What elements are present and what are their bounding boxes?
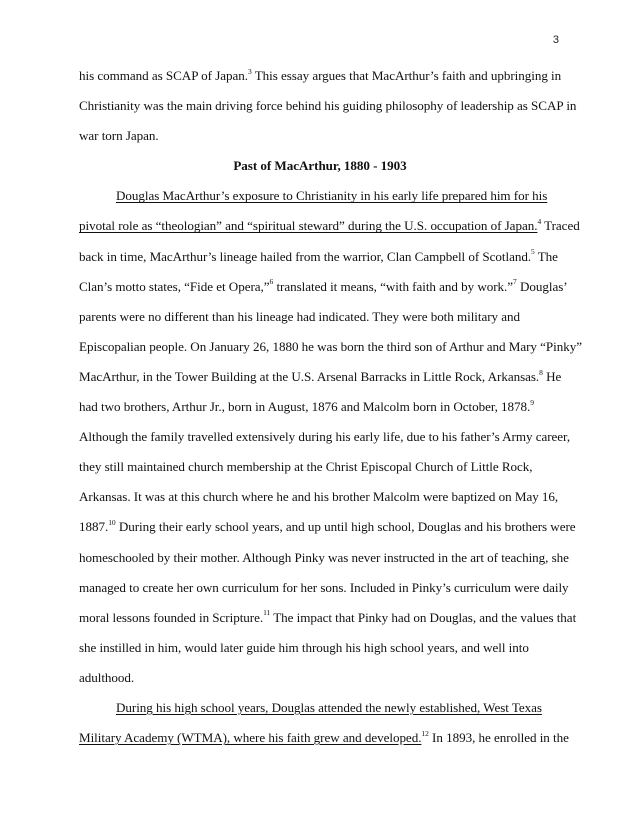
text-line: Arkansas. It was at this church where he and his brother Malcolm were baptized on May 16, bbox=[79, 489, 559, 505]
section-heading: Past of MacArthur, 1880 - 1903 bbox=[233, 158, 407, 174]
text-line: managed to create her own curriculum for her sons. Included in Pinky’s curriculum were daily bbox=[79, 579, 569, 595]
footnote-marker: 10 bbox=[108, 518, 116, 528]
text-line: During his high school years, Douglas attended the newly established, West Texas bbox=[116, 699, 542, 715]
text-line: pivotal role as “theologian” and “spiritual steward” during the U.S. occupation of Japan.$^4$ Traced bbox=[79, 217, 580, 234]
text-line: back in time, MacArthur’s lineage hailed from the warrior, Clan Campbell of Scotland.$^5$ The bbox=[79, 247, 558, 264]
text-line: Christianity was the main driving force behind his guiding philosophy of leadership as SCAP in bbox=[79, 98, 577, 114]
footnote-marker: 6 bbox=[269, 277, 274, 287]
text-line: homeschooled by their mother. Although Pinky was never instructed in the art of teaching, she bbox=[79, 549, 569, 565]
text-line: moral lessons founded in Scripture.$^{11}$ The impact that Pinky had on Douglas, and the values that bbox=[79, 608, 577, 625]
text-line: Although the family travelled extensively during his early life, due to his father’s Army career, bbox=[79, 429, 571, 445]
footnote-marker: 9 bbox=[530, 397, 534, 407]
footnote-marker: 8 bbox=[539, 367, 543, 377]
footnote-marker: 11 bbox=[263, 608, 271, 618]
footnote-marker: 12 bbox=[421, 728, 429, 738]
text-line: parents were no different than his lineage had indicated. They were both military and bbox=[79, 308, 521, 324]
page-number: 3 bbox=[552, 34, 559, 46]
text-line: Military Academy (WTMA), where his faith grew and developed.$^{12}$ In 1893, he enrolled in the bbox=[79, 728, 569, 746]
text-line: they still maintained church membership at the Christ Episcopal Church of Little Rock, bbox=[79, 459, 533, 475]
text-line: Clan’s motto states, “Fide et Opera,”$^6$ translated it means, “with faith and by work.”$^7$ Douglas’ bbox=[79, 277, 568, 294]
text-line: Episcopalian people. On January 26, 1880 he was born the third son of Arthur and Mary “Pinky” bbox=[79, 338, 582, 354]
text-line: his command as SCAP of Japan.$^3$ This essay argues that MacArthur’s faith and upbringing in bbox=[79, 66, 562, 83]
text-line: 1887.10 During their early school years, and up until high school, Douglas and his brothers were bbox=[79, 518, 576, 535]
text-line: war torn Japan. bbox=[79, 128, 159, 144]
text-line: adulthood. bbox=[79, 669, 135, 685]
text-line: Douglas MacArthur’s exposure to Christianity in his early life prepared him for his bbox=[116, 188, 548, 204]
essay-body bbox=[79, 61, 582, 753]
text-line: MacArthur, in the Tower Building at the U.S. Arsenal Barracks in Little Rock, Arkansas.$^8$ He bbox=[79, 367, 562, 384]
text-line: she instilled in him, would later guide him through his high school years, and well into bbox=[79, 639, 529, 655]
footnote-marker: 7 bbox=[513, 277, 517, 287]
footnote-marker: 4 bbox=[537, 217, 542, 227]
footnote-marker: 3 bbox=[248, 66, 252, 76]
text-line: had two brothers, Arthur Jr., born in August, 1876 and Malcolm born in October, 1878.$^9$ bbox=[79, 397, 534, 415]
footnote-marker: 5 bbox=[531, 247, 535, 257]
